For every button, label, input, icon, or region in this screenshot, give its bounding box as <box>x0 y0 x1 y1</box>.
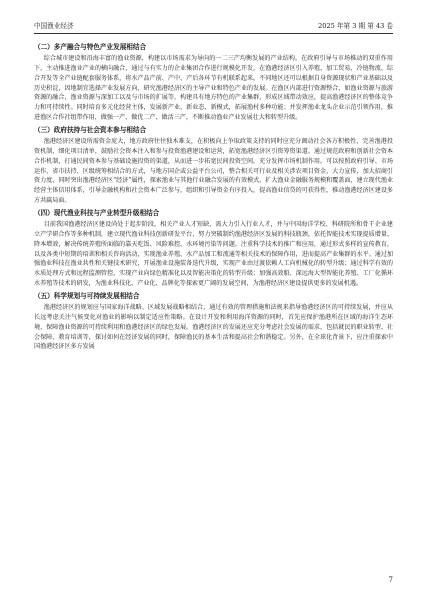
section-3 <box>34 125 393 206</box>
section-heading: （三）政府扶持与社会资本参与相结合 <box>34 126 147 135</box>
issue-info: 2025 年第 3 期 第 43 卷 <box>318 22 393 30</box>
section-heading: （二）多产融合与特色产业发展相结合 <box>34 43 147 51</box>
section-paragraph: 综合城市建设和沿海丰富的渔业资源，构建以市场需求为导向的一二三产均衡发展的产业结构。在政府引导与市场推动的双重作用下，主动推进渔业产业的横向融合，通过与有实力的企业集团合作进行规模化开发，在渔港经济区引入养殖、加工贸易、冷链物流、综合开发等全产业链配套服务体系，将水产品产前、产中、产后各环节有机联系起来。不同地区还可以根据自身资源现状和产业基础以及历史积淀，因地制宜选择产业发展方向，研究渔港经济区的主导产业和特色产业的发展。在渔区内部进行资源整合，如渔业资源与旅游资源的融合，渔业资源与深加工以及与市场的扩展等，构建具有地方特色的产业集群，形成区域带动效应，提高渔港经济区的整体竞争力和可持续性。同时培育多元化经营主体，发展新产业、新业态、新模式，拓展渔村多种功能；并发挥渔业龙头企业示范引领作用，推进渔区合作社组带作用，做强一产、做优二产、做活三产，不断推动渔业产业发展壮大和转型升级。 <box>34 55 393 122</box>
section-paragraph: 目前我国渔港经济区建设尚处于起步阶段，相关产业人才短缺，需大力引入行业人才，并与中国海洋学校、科研院所和骨干企业建立产学研合作等多种机制，建立现代渔业科技创新研发平台，努力突破制约渔港经济区发展的科技瓶颈，依托智能技术实现提质增量、降本增效，解决传统养殖所面临的靠天吃饭、风险难控、水环境污染等问题。注重科学技术的推广和应用，通过形式多样的宣传教育，以及各类中短期的培训和相关咨询活动，实现渔业养殖、水产品加工和流通等相关技术的保障作用，进而提高产业集群的水平。通过加强渔业科技在渔业共性和关键技术研究，开展渔业设施装备迭代升级，实现产业由过渡依赖人工向机械化的转型升级；通过科学有效的水质处理方式和远程监测管控，实现产业向绿色精准化以及智能决策化的转型升级；加强高效船、深远海大型智能化养殖、工厂化循环水养殖等技术的研发，为渔业科技化、产业化、品牌化等探索更广阔的发展空间，为渔港经济区建设提供更多的发展机遇。 <box>34 221 393 288</box>
section-paragraph: 渔港经济区建设所需资金庞大，地方政府往往独木难支，在积极向上争取政策支持的同时应充分调动社会各方积极性，完善渔港投资机制，细化项目清单，鼓励社会资本注入和参与投资渔港建设和运营，拓宽渔港经济区引资筹资渠道。通过规范政府和创新社会资本合作机制，打通民间资本参与基础设施投资的渠道，从而进一步拓宽民间投资空间，充分发挥市场机制作用。可以按照政府引导、市场运作，省市扶持、区级统筹相结合的方式，与地方国企或公益平台公司，整合相关可行业及相关涉农项目资金，大力宣传，加大招商引资力度，同时突出渔港经济区“经济”属性，探索渔业与其他行业融合发展的有效模式，扩大渔业金融服务规模和覆盖面，建立现代渔业经营主体信用体系，引导金融机构和社会资本广泛参与，组织和引导资金有序投入，提高渔业信贷的可获得性，推动渔港经济区建设多方共赢局面。 <box>34 138 393 205</box>
section-4 <box>34 208 393 289</box>
section-paragraph: 渔港经济区的规划应与国家海洋战略、区域发展战略相结合，通过有效的管理措施和法规来指导渔港经济区的可持续发展，并应从长远考虑关注气候变化对渔业的影响以制定适应性策略。在设计开发和利用海洋资源的同时，首先应保护渔港所在区域的海洋生态环境，保障渔业资源的可持续利用和渔港经济区的绿色发展。渔港经济区的发展还应充分考虑社会发展的需求，包括就民的职业转型、社会保障、教育培训等，探讨如何在经济发展的同时，保障渔民的基本生活和提高社会和谐稳定。另外，在全球化背景下，应注重探索中国渔港经济区多方发展 <box>34 304 393 351</box>
running-header <box>34 22 393 34</box>
page-number: 7 <box>388 576 393 584</box>
journal-name: 中国渔业经济 <box>34 22 74 30</box>
section-heading: （四）现代渔业科技与产业转型升级相结合 <box>34 209 160 218</box>
section-2 <box>34 42 393 123</box>
section-heading: （五）科学规划与可持续发展相结合 <box>34 292 140 301</box>
section-5 <box>34 291 393 352</box>
